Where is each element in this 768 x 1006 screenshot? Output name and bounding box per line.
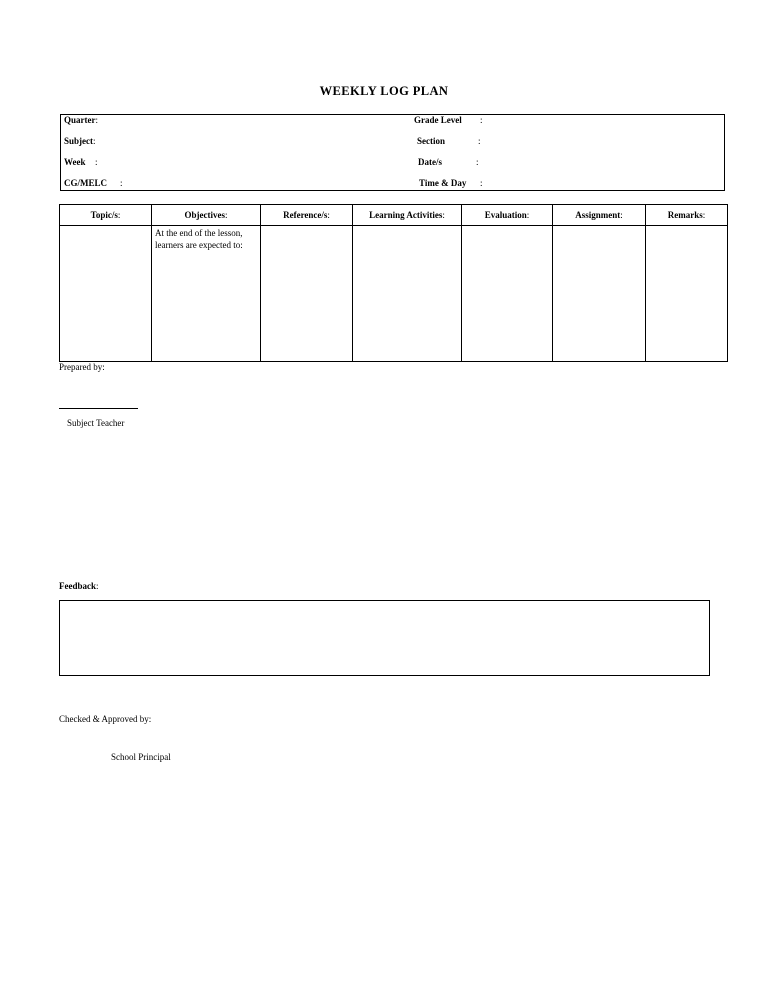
quarter-label: Quarter: <box>64 115 99 125</box>
dates-label: Date/s <box>418 157 442 167</box>
objectives-text: At the end of the lesson, learners are expected to: <box>155 228 243 250</box>
cell-topics[interactable] <box>60 226 152 362</box>
table-header-row <box>60 205 728 226</box>
section-label: Section <box>417 136 445 146</box>
cell-evaluation[interactable] <box>462 226 553 362</box>
feedback-label: Feedback: <box>59 581 99 591</box>
grade-level-colon: : <box>480 115 483 125</box>
school-principal-label: School Principal <box>111 752 171 762</box>
header-learning-activities: Learning Activities: <box>353 205 462 226</box>
dates-colon: : <box>476 157 479 167</box>
week-colon: : <box>95 157 98 167</box>
feedback-box[interactable] <box>59 600 710 676</box>
page-title: WEEKLY LOG PLAN <box>319 84 449 98</box>
cg-melc-colon: : <box>120 178 123 188</box>
header-references: Reference/s: <box>261 205 353 226</box>
time-day-colon: : <box>480 178 483 188</box>
table-row <box>60 226 728 362</box>
header-evaluation: Evaluation: <box>462 205 553 226</box>
subject-label: Subject: <box>64 136 96 146</box>
prepared-by-label: Prepared by: <box>59 362 105 372</box>
cg-melc-label: CG/MELC <box>64 178 108 188</box>
header-objectives: Objectives: <box>152 205 261 226</box>
weekly-log-table <box>59 204 728 362</box>
header-topics: Topic/s: <box>60 205 152 226</box>
header-assignment: Assignment: <box>553 205 646 226</box>
cell-learning-activities[interactable] <box>353 226 462 362</box>
cell-references[interactable] <box>261 226 353 362</box>
info-box <box>60 114 725 191</box>
subject-teacher-label: Subject Teacher <box>67 418 125 428</box>
grade-level-label: Grade Level <box>414 115 462 125</box>
cell-assignment[interactable] <box>553 226 646 362</box>
checked-approved-label: Checked & Approved by: <box>59 714 152 724</box>
cell-objectives[interactable] <box>152 226 261 362</box>
time-day-label: Time & Day <box>419 178 467 188</box>
header-remarks: Remarks: <box>646 205 728 226</box>
week-label: Week <box>64 157 86 167</box>
signature-line <box>59 408 138 409</box>
cell-remarks[interactable] <box>646 226 728 362</box>
section-colon: : <box>478 136 481 146</box>
